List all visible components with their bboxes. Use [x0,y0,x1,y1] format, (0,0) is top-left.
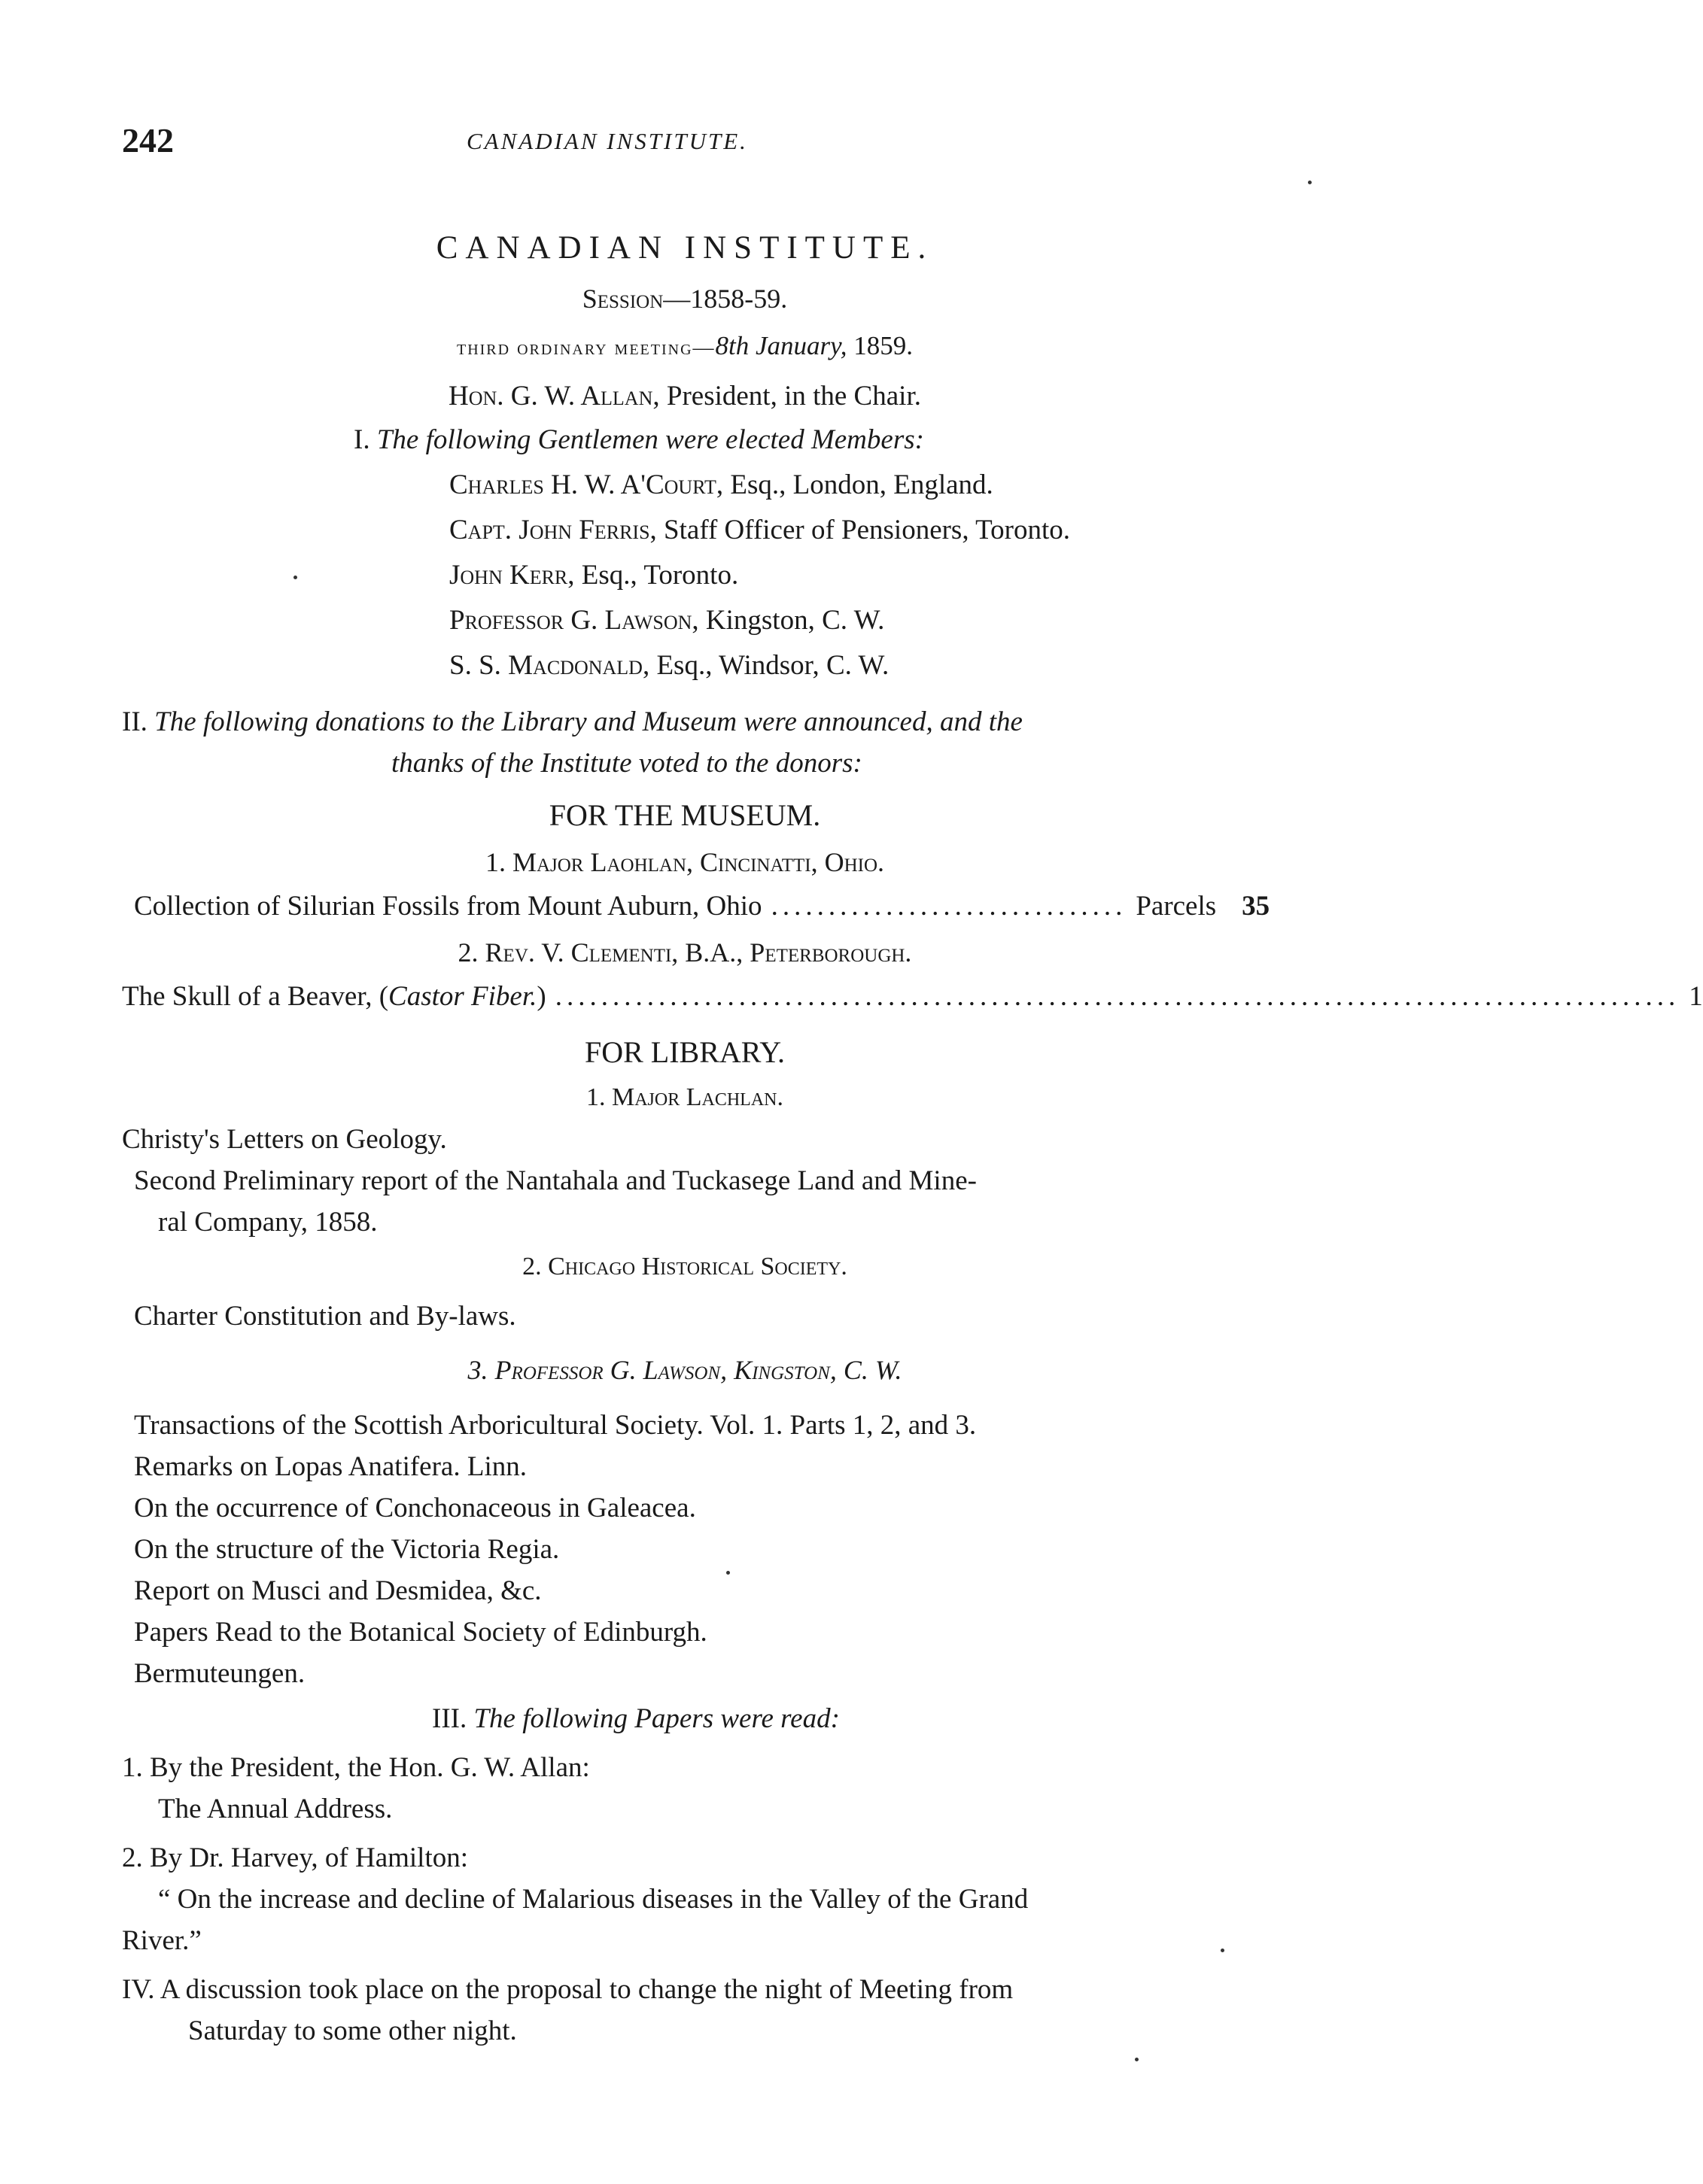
library-item: Transactions of the Scottish Arboricultural Society. Vol. 1. Parts 1, 2, and 3. [134,1410,977,1441]
museum-item-text: The Skull of a Beaver, ( [122,981,389,1012]
museum-qty: 1 [1689,981,1703,1012]
section2-num: II. [122,706,147,737]
speck-mark [293,576,297,579]
member-name: Professor G. Lawson [449,605,692,636]
library-item: Papers Read to the Botanical Society of Edinburgh. [134,1617,707,1648]
museum-donor: 1. Major Laohlan, Cincinatti, Ohio. [485,847,885,877]
member-rest: , Esq., London, England. [716,469,993,500]
speck-mark [1135,2058,1139,2061]
member-name: Charles H. W. A'Court [449,469,716,500]
museum-unit: Parcels [1136,891,1217,922]
museum-donor: 2. Rev. V. Clementi, B.A., Peterborough. [458,937,912,967]
museum-item-latin: Castor Fiber. [388,981,537,1012]
section2-heading-line2: thanks of the Institute voted to the donors: [391,748,862,779]
paper-item: 1. By the President, the Hon. G. W. Allan: [122,1752,590,1783]
library-donor [120,1354,1249,1386]
member-rest: , Esq., Toronto. [567,560,739,591]
meeting-line [120,331,1249,361]
member-rest: , Staff Officer of Pensioners, Toronto. [649,515,1071,545]
museum-item-close: ) [537,981,546,1012]
speck-mark [1221,1949,1224,1952]
speck-mark [1308,181,1312,184]
meeting-prefix: third ordinary meeting— [456,336,716,360]
section1-num: I. [354,424,370,455]
member-item [449,560,738,591]
page-number: 242 [122,121,174,159]
library-heading: FOR LIBRARY. [584,1035,785,1069]
library-donor: 1. Major Lachlan. [585,1083,783,1111]
library-item: Second Preliminary report of the Nantahala and Tuckasege Land and Mine- [134,1165,977,1196]
dot-leader: ............................... [771,891,1127,922]
library-donor-text: 3. Professor G. Lawson, Kingston, C. W. [467,1355,902,1385]
section4-text: A discussion took place on the proposal to change the night of Meeting from [160,1974,1014,2005]
chair-rest: , President, in the Chair. [652,381,921,412]
member-name: Capt. John Ferris [449,515,650,545]
section1-heading-text: The following Gentlemen were elected Members: [376,424,924,455]
section2-heading [122,707,1251,738]
museum-item: Collection of Silurian Fossils from Mount Auburn, Ohio [134,891,762,922]
library-item: Charter Constitution and By-laws. [134,1301,516,1332]
member-rest: , Kingston, C. W. [692,605,885,636]
library-item: On the structure of the Victoria Regia. [134,1534,560,1565]
member-name: S. S. Macdonald [449,650,643,681]
member-rest: , Esq., Windsor, C. W. [642,650,890,681]
library-item: Report on Musci and Desmidea, &c. [134,1575,542,1606]
chair-line [120,380,1249,412]
running-title: CANADIAN INSTITUTE. [467,128,748,154]
meeting-date: 8th January, [715,331,847,360]
session-line: Session—1858-59. [582,284,788,314]
chair-name: Hon. G. W. Allan [449,381,653,412]
museum-item-row [134,891,1270,922]
section4-line1 [122,1975,1013,2006]
library-item-cont: ral Company, 1858. [158,1207,378,1238]
section3-num: III. [432,1703,467,1734]
member-item [449,651,889,682]
library-donor: 2. Chicago Historical Society. [522,1253,847,1280]
section1-heading [354,425,924,456]
museum-item-row [122,981,1703,1013]
section4-line2: Saturday to some other night. [188,2015,517,2046]
main-title: CANADIAN INSTITUTE. [436,230,934,266]
museum-qty: 35 [1242,891,1270,922]
section4-num: IV. [122,1974,155,2005]
section3-heading [432,1704,840,1735]
paper-detail-cont: River.” [122,1925,202,1956]
section3-heading-text: The following Papers were read: [473,1703,840,1734]
museum-heading: FOR THE MUSEUM. [549,798,821,832]
meeting-year: 1859. [847,331,914,360]
dot-leader: .................................................................................................. [555,981,1680,1012]
paper-item: 2. By Dr. Harvey, of Hamilton: [122,1842,469,1873]
library-item: Christy's Letters on Geology. [122,1124,447,1155]
member-item [449,470,993,501]
museum-item [122,982,546,1013]
paper-detail: The Annual Address. [158,1794,393,1824]
member-name: John Kerr [449,560,568,591]
speck-mark [726,1571,730,1575]
library-item: On the occurrence of Conchonaceous in Galeacea. [134,1493,696,1523]
member-item [449,606,884,636]
paper-detail: “ On the increase and decline of Malarious diseases in the Valley of the Grand [158,1884,1029,1915]
section2-heading-line1: The following donations to the Library and Museum were announced, and the [154,706,1023,737]
member-item [449,515,1070,546]
library-item: Remarks on Lopas Anatifera. Linn. [134,1451,527,1482]
library-item: Bermuteungen. [134,1658,306,1689]
